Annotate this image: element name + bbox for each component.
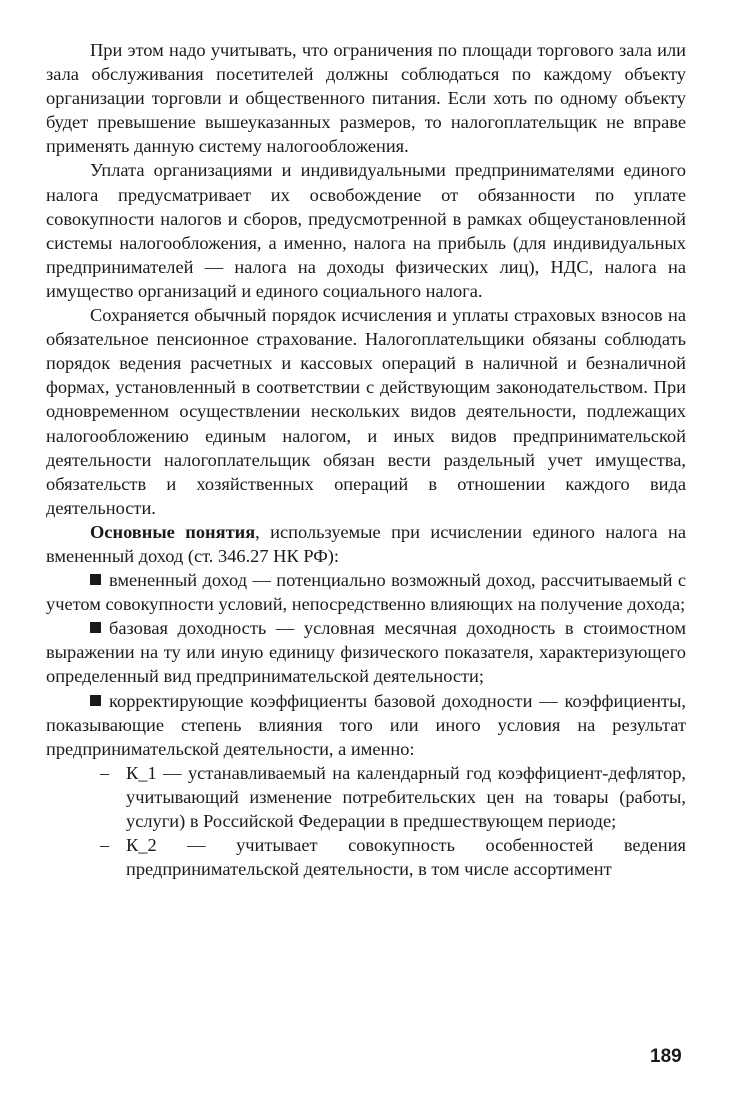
square-bullet-icon — [90, 695, 101, 706]
page-number: 189 — [650, 1046, 682, 1067]
bullet-item-base-yield — [46, 616, 686, 688]
paragraph-1: При этом надо учитывать, что ограничения по площади торгового зала или зала обслуживания посетителей должны соблюдаться по каждому объекту организации торговли и общественного питания. Если хоть по одному объекту будет превышение вышеуказанных размеров, то налогоплательщик не вправе применять данную систему налогообложения. — [46, 40, 686, 157]
bullet-item-correction-coefficients — [46, 689, 686, 761]
dash-item-text: К_1 — устанавливаемый на календарный год коэффициент-дефлятор, учитывающий изменение потребительских цен на товары (работы, услуги) в Российской Федерации в предшествующем периоде; — [126, 762, 686, 831]
paragraph-4 — [46, 520, 686, 568]
paragraph-2: Уплата организациями и индивидуальными предпринимателями единого налога предусматривает их освобождение от обязанности по уплате совокупности налогов и сборов, предусмотренной в рамках общеустановленной системы налогообложения, а именно, налога на прибыль (для индивидуальных предпринимателей — налога на доходы физических лиц), НДС, налога на имущество организаций и единого социального налога. — [46, 160, 686, 301]
dash-marker: – — [100, 762, 110, 783]
dash-item-k2 — [100, 833, 686, 881]
dash-item-k1 — [100, 761, 686, 833]
bullet-item-text: базовая доходность — условная месячная доходность в стоимостном выражении на ту или иную единицу физического показателя, характеризующего определенный вид предпринимательской деятельности; — [46, 618, 686, 687]
square-bullet-icon — [90, 622, 101, 633]
paragraph-3: Сохраняется обычный порядок исчисления и уплаты страховых взносов на обязательное пенсионное страхование. Налогоплательщики обязаны соблюдать порядок ведения расчетных и кассовых операций в наличной и безналичной формах, установленный в соответствии с действующим законодательством. При одновременном осуществлении нескольких видов деятельности, подлежащих налогообложению единым налогом, и иных видов предпринимательской деятельности налогоплательщик обязан вести раздельный учет имущества, обязательств и хозяйственных операций в отношении каждого вида деятельности. — [46, 305, 686, 518]
paragraph-4-text: , используемые при исчислении единого налога на вмененный доход (ст. 346.27 НК РФ): — [46, 521, 686, 566]
bullet-item-imputed-income — [46, 568, 686, 616]
dash-marker: – — [100, 835, 110, 856]
basic-concepts-heading: Основные понятия — [90, 521, 256, 542]
page-body — [46, 38, 686, 881]
bullet-item-text: корректирующие коэффициенты базовой доходности — коэффициенты, показывающие степень влияния того или иного условия на результат предпринимательской деятельности, а именно: — [46, 690, 686, 759]
dash-item-text: К_2 — учитывает совокупность особенностей ведения предпринимательской деятельности, в том числе ассортимент — [126, 835, 686, 880]
bullet-item-text: вмененный доход — потенциально возможный доход, рассчитываемый с учетом совокупности условий, непосредственно влияющих на получение дохода; — [46, 570, 686, 615]
square-bullet-icon — [90, 574, 101, 585]
